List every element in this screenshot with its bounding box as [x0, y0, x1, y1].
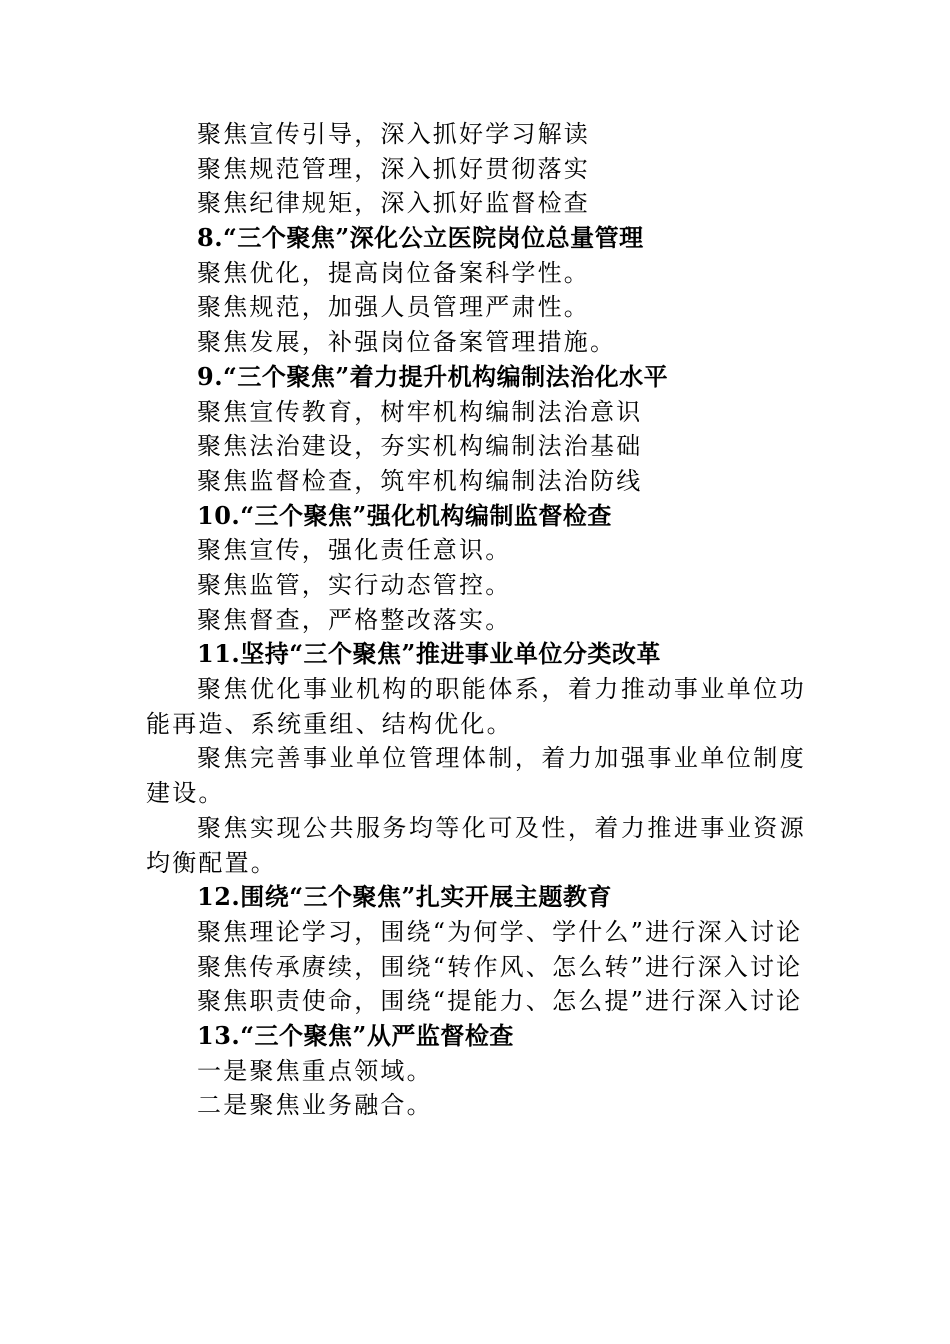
paragraph: 聚焦优化事业机构的职能体系，着力推动事业单位功能再造、系统重组、结构优化。 — [146, 675, 806, 738]
section-heading: 8.“三个聚焦”深化公立医院岗位总量管理 — [197, 223, 644, 253]
section-heading: 9.“三个聚焦”着力提升机构编制法治化水平 — [197, 361, 669, 391]
paragraph: 聚焦完善事业单位管理体制，着力加强事业单位制度建设。 — [146, 744, 806, 808]
list-item: 聚焦宣传引导，深入抓好学习解读 — [197, 120, 590, 148]
list-item: 聚焦优化，提高岗位备案科学性。 — [197, 258, 590, 287]
list-item: 聚焦发展，补强岗位备案管理措施。 — [197, 328, 617, 357]
list-item: 聚焦规范管理，深入抓好贯彻落实 — [197, 154, 590, 183]
paragraph: 聚焦职责使命，围绕“提能力、怎么提”进行深入讨论 — [197, 987, 803, 1016]
list-item: 聚焦规范，加强人员管理严肃性。 — [197, 293, 590, 322]
section-heading: 13.“三个聚焦”从严监督检查 — [197, 1021, 514, 1051]
list-item: 聚焦法治建设，夯实机构编制法治基础 — [197, 432, 643, 461]
list-item: 聚焦宣传教育，树牢机构编制法治意识 — [197, 397, 643, 426]
section-heading: 11.坚持“三个聚焦”推进事业单位分类改革 — [197, 639, 661, 669]
list-item: 聚焦纪律规矩，深入抓好监督检查 — [197, 189, 590, 218]
section-heading: 12.围绕“三个聚焦”扎实开展主题教育 — [197, 882, 612, 912]
document-body — [146, 117, 806, 1123]
list-item: 聚焦监督检查，筑牢机构编制法治防线 — [197, 466, 643, 495]
list-item: 聚焦宣传，强化责任意识。 — [197, 536, 512, 565]
paragraph: 聚焦理论学习，围绕“为何学、学什么”进行深入讨论 — [197, 917, 803, 946]
section-heading: 10.“三个聚焦”强化机构编制监督检查 — [197, 500, 612, 530]
paragraph: 聚焦实现公共服务均等化可及性，着力推进事业资源均衡配置。 — [146, 813, 806, 877]
paragraph: 聚焦传承赓续，围绕“转作风、怎么转”进行深入讨论 — [197, 952, 803, 981]
list-item: 二是聚焦业务融合。 — [197, 1091, 433, 1120]
list-item: 聚焦监管，实行动态管控。 — [197, 570, 512, 599]
list-item: 聚焦督查，严格整改落实。 — [197, 605, 512, 634]
list-item: 一是聚焦重点领域。 — [197, 1056, 433, 1085]
